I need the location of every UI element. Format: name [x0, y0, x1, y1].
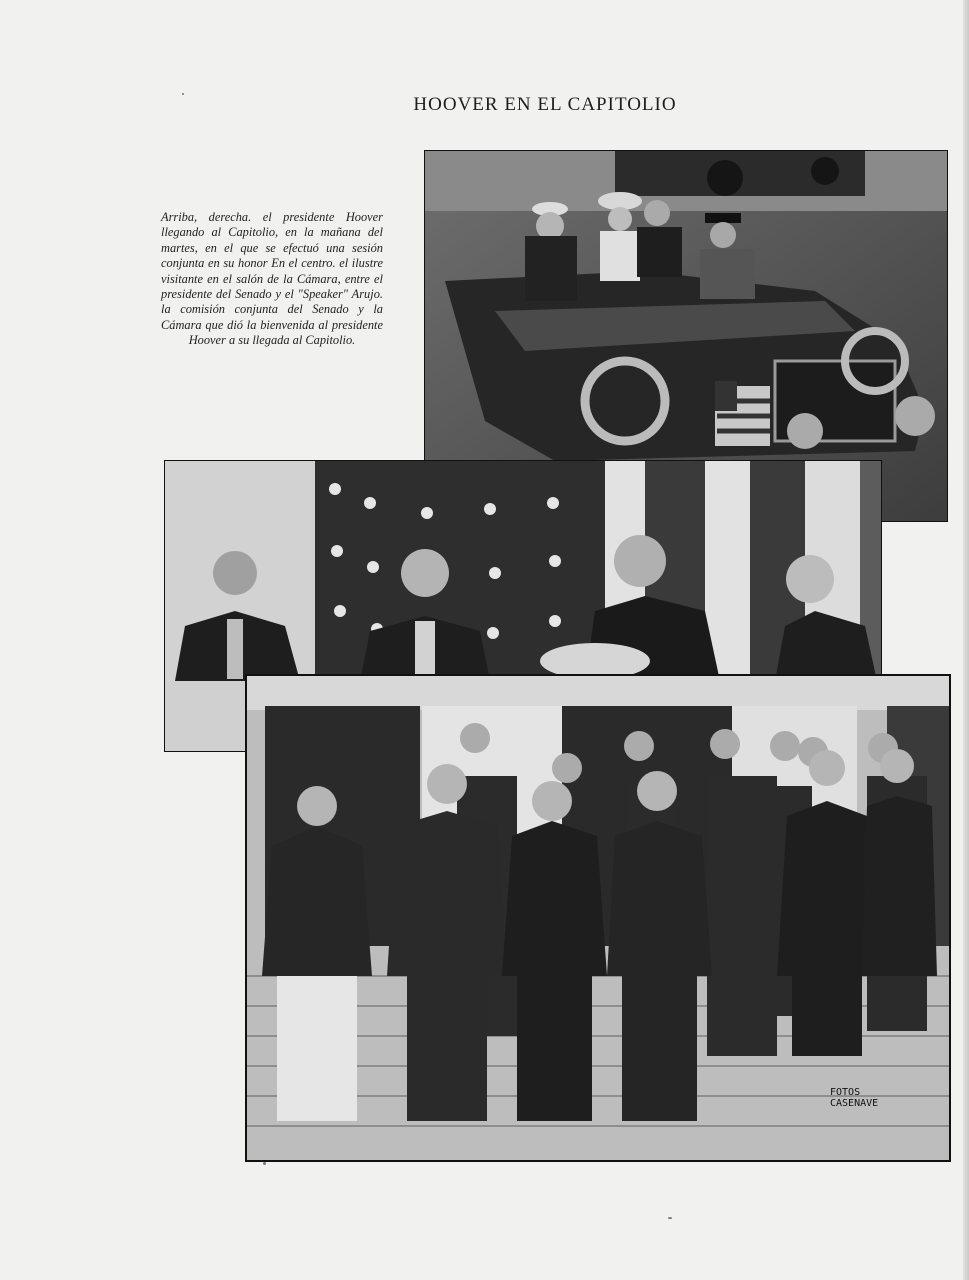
page-title: HOOVER EN EL CAPITOLIO — [413, 94, 677, 115]
page-speck — [182, 93, 184, 95]
photo-credit: FOTOS CASENAVE — [830, 1087, 879, 1109]
page-speck — [263, 1162, 266, 1165]
photo-caption: Arriba, derecha. el presidente Hoover llegando al Capitolio, en la mañana del martes, en el que se efectuó una sesión conjunta en su honor En el centro. el ilustre visitante en el salón de la Cámara, entre el presidente del Senado y el "Speaker" Arujo. la comisión conjunta del Senado y la Cámara que dió la bienvenida al presidente Hoover a su llegada al Capitolio. — [161, 210, 383, 348]
page-speck — [668, 1217, 672, 1219]
page-edge — [963, 0, 969, 1280]
